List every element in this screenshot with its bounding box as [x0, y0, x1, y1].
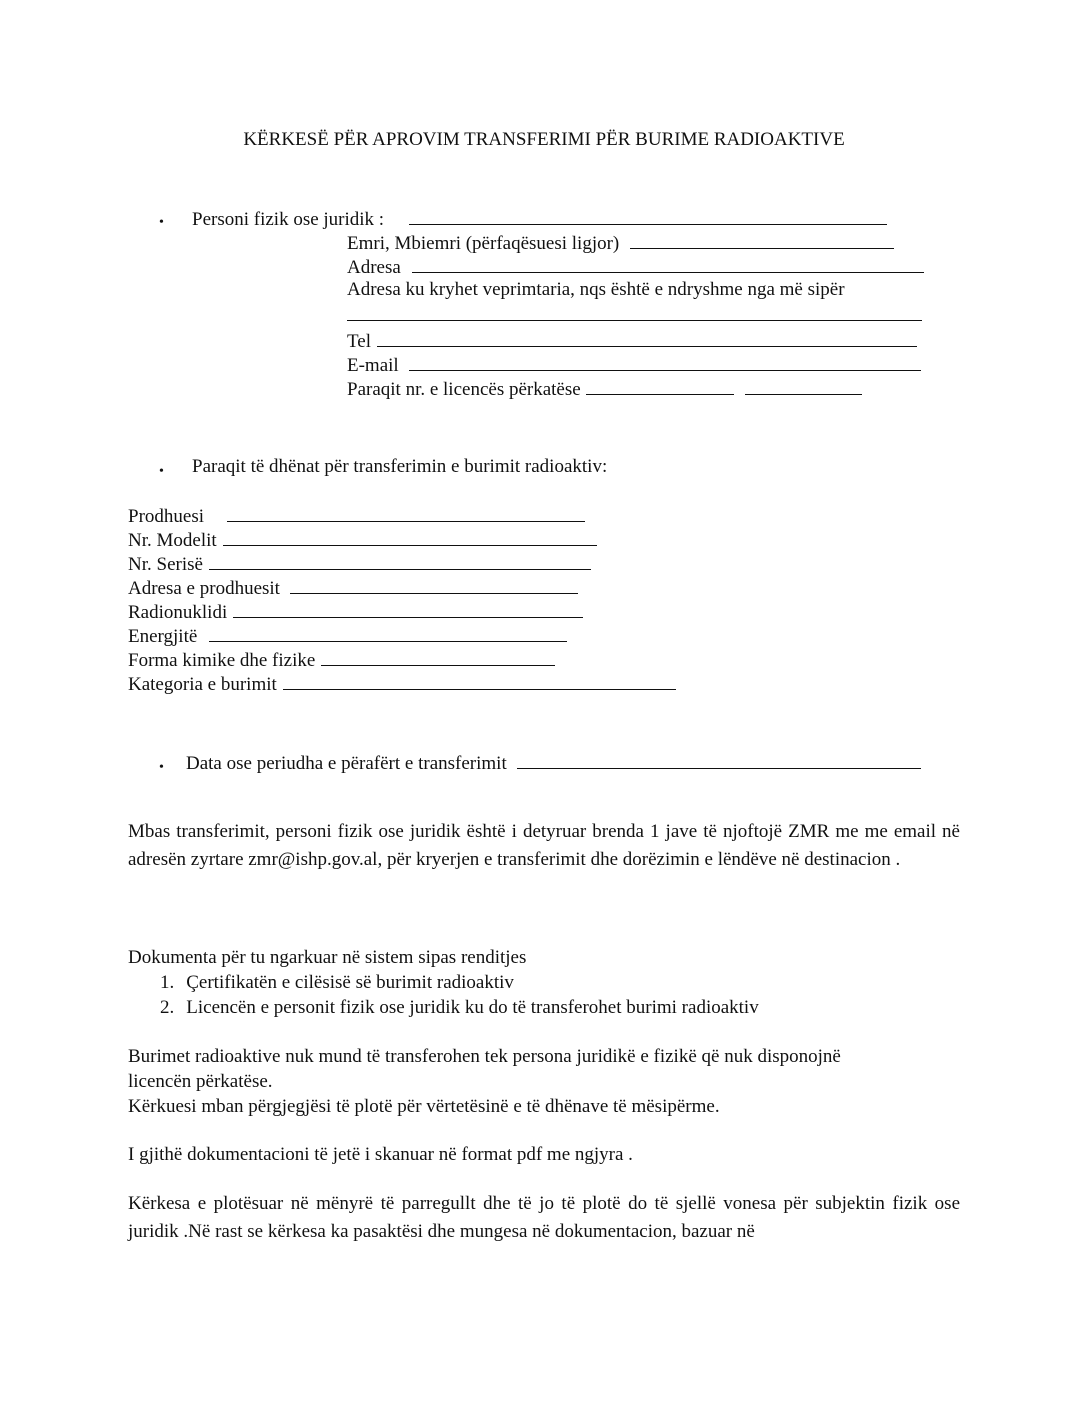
- field-label: Tel: [347, 331, 371, 352]
- field-row: [128, 503, 585, 527]
- field-row: [128, 623, 567, 647]
- field-label: Nr. Modelit: [128, 530, 217, 551]
- tel-field[interactable]: [377, 328, 917, 347]
- responsibility-text: Kërkuesi mban përgjegjësi të plotë për vërtetësinë e të dhënave të mësipërme.: [128, 1096, 720, 1117]
- source-category-field[interactable]: [283, 671, 676, 690]
- list-item: 2. Licencën e personit fizik ose juridik ku do të transferohet burimi radioaktiv: [160, 997, 759, 1018]
- field-label: Paraqit nr. e licencës përkatëse: [347, 379, 581, 400]
- field-label: Nr. Serisë: [128, 554, 203, 575]
- chemical-physical-form-field[interactable]: [321, 647, 555, 666]
- section3-row: [186, 750, 921, 774]
- serial-number-field[interactable]: [209, 551, 591, 570]
- field-label: Radionuklidi: [128, 602, 228, 623]
- field-label: E-mail: [347, 355, 399, 376]
- scan-instruction: I gjithë dokumentacioni të jetë i skanuar në format pdf me ngjyra .: [128, 1144, 633, 1165]
- field-row: [128, 647, 555, 671]
- bullet-icon: •: [159, 760, 164, 775]
- list-item: 1. Çertifikatën e cilësisë së burimit radioaktiv: [160, 972, 514, 993]
- manufacturer-field[interactable]: [227, 503, 585, 522]
- list-item-text: Licencën e personit fizik ose juridik ku do të transferohet burimi radioaktiv: [186, 997, 759, 1018]
- documents-heading: Dokumenta për tu ngarkuar në sistem sipas renditjes: [128, 947, 527, 968]
- field-label: Forma kimike dhe fizike: [128, 650, 316, 671]
- section3-label: Data ose periudha e përafërt e transferimit: [186, 753, 507, 774]
- field-row: [347, 254, 924, 278]
- field-label: Adresa: [347, 257, 401, 278]
- field-row: [347, 278, 845, 302]
- field-row: [347, 230, 894, 254]
- section1-label: Personi fizik ose juridik :: [192, 209, 385, 230]
- manufacturer-address-field[interactable]: [290, 575, 578, 594]
- field-label: Energjitë: [128, 626, 198, 647]
- transfer-date-field[interactable]: [517, 750, 921, 769]
- field-row: [128, 671, 676, 695]
- field-row: [128, 575, 578, 599]
- page-title: KËRKESË PËR APROVIM TRANSFERIMI PËR BURIME RADIOAKTIVE: [243, 129, 845, 150]
- notification-paragraph: Mbas transferimit, personi fizik ose juridik është i detyruar brenda 1 jave të njoftojë ZMR me me email në adresën zyrtare zmr@ishp.gov.al, për kryerjen e transferimit dhe dorëzimin e lëndëve në destinacion .: [128, 821, 960, 870]
- field-row: [347, 376, 862, 400]
- field-label: Adresa e prodhuesit: [128, 578, 280, 599]
- restriction-line-2: licencën përkatëse.: [128, 1071, 273, 1092]
- field-label: Kategoria e burimit: [128, 674, 277, 695]
- field-row: [347, 352, 921, 376]
- energies-field[interactable]: [209, 623, 567, 642]
- address-field[interactable]: [412, 254, 924, 273]
- legal-representative-field[interactable]: [630, 230, 894, 249]
- field-label: Prodhuesi: [128, 506, 204, 527]
- field-label: Adresa ku kryhet veprimtaria, nqs është e ndryshme nga më sipër: [347, 279, 845, 300]
- section1-row: [192, 206, 887, 230]
- list-item-text: Çertifikatën e cilësisë së burimit radioaktiv: [186, 972, 514, 993]
- activity-address-field[interactable]: [347, 302, 922, 321]
- restriction-line-1: Burimet radioaktive nuk mund të transferohen tek persona juridikë e fizikë që nuk disponojnë: [128, 1046, 841, 1067]
- radionuclide-field[interactable]: [233, 599, 583, 618]
- field-label: Emri, Mbiemri (përfaqësuesi ligjor): [347, 233, 620, 254]
- field-row: [128, 527, 597, 551]
- email-field[interactable]: [409, 352, 921, 371]
- section2-label: Paraqit të dhënat për transferimin e burimit radioaktiv:: [192, 456, 608, 477]
- bullet-icon: •: [159, 464, 164, 479]
- model-number-field[interactable]: [223, 527, 597, 546]
- incomplete-request-paragraph: Kërkesa e plotësuar në mënyrë të parregullt dhe të jo të plotë do të sjellë vonesa për subjektin fizik ose juridik .Në rast se kërkesa ka pasaktësi dhe mungesa në dokumentacion, bazuar në: [128, 1193, 960, 1242]
- field-row: [128, 551, 591, 575]
- field-row: [347, 328, 917, 352]
- field-row: [128, 599, 583, 623]
- license-number-field[interactable]: [586, 376, 734, 395]
- bullet-icon: •: [159, 215, 164, 230]
- entity-name-field[interactable]: [409, 206, 887, 225]
- field-row: [347, 302, 922, 328]
- license-number-field-2[interactable]: [745, 376, 862, 395]
